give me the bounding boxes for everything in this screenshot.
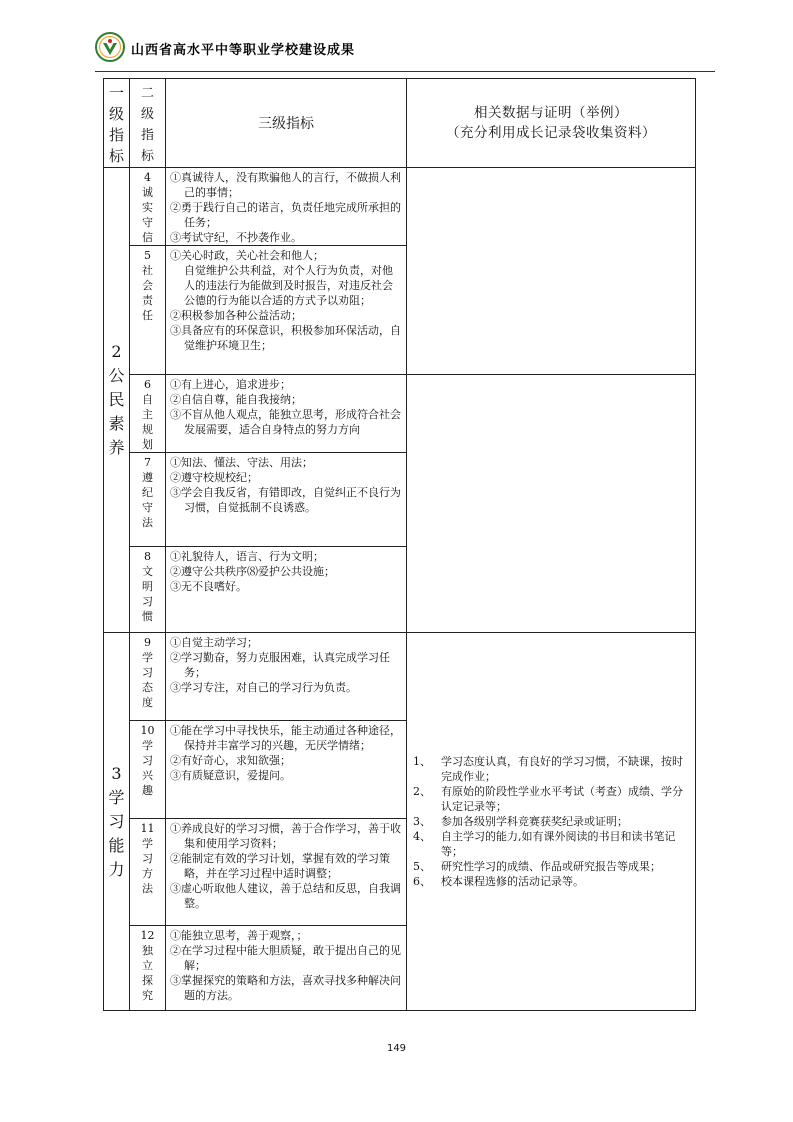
- school-emblem-icon: [95, 32, 125, 62]
- indicator-item: ①有上进心，追求进步；: [170, 378, 291, 391]
- indicator-item: ①知法、懂法、守法、用法；: [170, 456, 313, 469]
- evidence-item: [413, 784, 687, 814]
- header-divider: [95, 71, 715, 72]
- indicator-item: ①能在学习中寻找快乐，能主动通过各种途径，保持并丰富学习的兴趣，无厌学情绪；: [170, 724, 401, 752]
- header-level2: 二 级 指 标: [130, 79, 166, 168]
- indicator-item: ①礼貌待人，语言、行为文明；: [170, 550, 324, 563]
- level1-cell: 2 公 民 素 养: [104, 168, 130, 633]
- evidence-text: 研究性学习的成绩、作品或研究报告等成果；: [441, 860, 661, 873]
- level2-name: 文 明 习 惯: [142, 565, 153, 623]
- level3-cell: [166, 453, 407, 547]
- level2-number: 12: [140, 929, 155, 942]
- evidence-item: [413, 829, 687, 859]
- indicator-item: ③虚心听取他人建议，善于总结和反思，自我调整。: [170, 882, 401, 910]
- indicator-item: ③掌握探究的策略和方法，喜欢寻找多种解决问题的方法。: [170, 974, 401, 1002]
- indicator-item: ③不盲从他人观点，能独立思考，形成符合社会发展需要，适合自身特点的努力方向: [170, 408, 401, 436]
- evidence-item: [413, 814, 687, 829]
- level2-cell: [130, 246, 166, 375]
- indicator-item: ①能独立思考，善于观察，；: [170, 929, 308, 942]
- indicator-table: [103, 78, 696, 1011]
- evidence-item: [413, 859, 687, 874]
- level2-cell: [130, 453, 166, 547]
- header-level3: 三级指标: [166, 79, 407, 168]
- indicator-item: ②积极参加各种公益活动；: [170, 309, 302, 322]
- level3-cell: [166, 246, 407, 375]
- indicator-item: ①自觉主动学习；: [170, 636, 258, 649]
- indicator-item: ③学习专注，对自己的学习行为负责。: [170, 681, 357, 694]
- level2-cell: [130, 819, 166, 926]
- level3-cell: [166, 721, 407, 819]
- level2-name: 遵 纪 守 法: [142, 471, 153, 529]
- indicator-item: ②学习勤奋，努力克服困难，认真完成学习任务；: [170, 651, 390, 679]
- indicator-item: ②自信自尊，能自我接纳；: [170, 393, 302, 406]
- level2-number: 7: [144, 456, 151, 469]
- evidence-number: 1、: [413, 755, 431, 768]
- indicator-note: 自觉维护公共利益，对个人行为负责，对他人的违法行为能做到及时报告，对违反社会公德的行为能以合适的方式予以劝阻；: [184, 264, 393, 307]
- level2-cell: [130, 547, 166, 633]
- level2-cell: [130, 375, 166, 453]
- level2-name: 学 习 兴 趣: [142, 739, 153, 797]
- indicator-item: ③考试守纪，不抄袭作业。: [170, 231, 302, 244]
- level2-name: 自 主 规 划: [142, 393, 153, 451]
- indicator-item: ①关心时政，关心社会和他人；: [170, 249, 324, 262]
- indicator-item: ①真诚待人，没有欺骗他人的言行，不做损人利己的事情；: [170, 171, 401, 199]
- evidence-number: 5、: [413, 860, 431, 873]
- level2-name: 社 会 责 任: [142, 264, 153, 322]
- evidence-text: 自主学习的能力,如有课外阅读的书目和读书笔记等；: [441, 830, 676, 858]
- indicator-item: ③具备应有的环保意识，积极参加环保活动，自觉维护环境卫生；: [170, 324, 401, 352]
- level2-name: 学 习 态 度: [142, 651, 153, 709]
- page-header: [95, 32, 715, 72]
- evidence-number: 6、: [413, 875, 431, 888]
- indicator-item: ②能制定有效的学习计划，掌握有效的学习策略，并在学习过程中适时调整；: [170, 852, 390, 880]
- level2-cell: [130, 721, 166, 819]
- level2-number: 11: [140, 822, 155, 835]
- level2-name: 独 立 探 究: [142, 944, 153, 1002]
- level2-number: 9: [144, 636, 151, 649]
- level2-number: 6: [144, 378, 151, 391]
- level3-cell: [166, 547, 407, 633]
- indicator-item: ③无不良嗜好。: [170, 580, 247, 593]
- evidence-number: 3、: [413, 815, 431, 828]
- level3-cell: [166, 633, 407, 721]
- evidence-number: 2、: [413, 785, 431, 798]
- header-level1: 一 级 指 标: [104, 79, 130, 168]
- evidence-number: 4、: [413, 830, 431, 843]
- level2-name: 诚 实 守 信: [142, 186, 153, 244]
- evidence-text: 有原始的阶段性学业水平考试（考查）成绩、学分认定记录等；: [441, 785, 683, 813]
- header-evidence: [407, 79, 696, 168]
- level2-number: 8: [144, 550, 151, 563]
- header-row: [104, 79, 696, 168]
- level3-cell: [166, 375, 407, 453]
- evidence-text: 参加各级别学科竞赛获奖纪录或证明；: [441, 815, 628, 828]
- evidence-text: 校本课程选修的活动记录等。: [441, 875, 584, 888]
- level2-name: 学 习 方 法: [142, 837, 153, 895]
- level2-cell: [130, 926, 166, 1011]
- evidence-item: [413, 874, 687, 889]
- level3-cell: [166, 819, 407, 926]
- indicator-item: ②在学习过程中能大胆质疑，敢于提出自己的见解；: [170, 944, 401, 972]
- evidence-cell-learning: [407, 633, 696, 1011]
- level3-cell: [166, 168, 407, 246]
- evidence-cell-ethics: [407, 168, 696, 375]
- indicator-item: ②有好奇心，求知欲强；: [170, 754, 291, 767]
- level1-cell: 3 学 习 能 力: [104, 633, 130, 1011]
- evidence-text: 学习态度认真，有良好的学习习惯，不缺课，按时完成作业；: [441, 755, 683, 783]
- page-number: 149: [386, 1043, 407, 1054]
- level2-number: 5: [144, 249, 151, 262]
- level2-number: 10: [140, 724, 155, 737]
- indicator-item: ②遵守校规校纪；: [170, 471, 258, 484]
- evidence-item: [413, 754, 687, 784]
- indicator-item: ②勇于践行自己的诺言，负责任地完成所承担的任务；: [170, 201, 401, 229]
- table-row: [104, 633, 696, 721]
- header-title: 山西省高水平中等职业学校建设成果: [131, 43, 356, 58]
- indicator-item: ①养成良好的学习习惯，善于合作学习，善于收集和使用学习资料；: [170, 822, 401, 850]
- indicator-item: ③有质疑意识，爱提问。: [170, 769, 291, 782]
- header-evidence-line: （充分利用成长记录袋收集资料）: [446, 125, 656, 141]
- indicator-item: ③学会自我反省，有错即改，自觉纠正不良行为习惯，自觉抵制不良诱惑。: [170, 486, 401, 514]
- header-evidence-line: 相关数据与证明（举例）: [474, 105, 628, 121]
- table-row: [104, 168, 696, 246]
- level2-cell: [130, 168, 166, 246]
- level2-number: 4: [144, 171, 151, 184]
- level2-cell: [130, 633, 166, 721]
- level3-cell: [166, 926, 407, 1011]
- table-row: [104, 375, 696, 453]
- evidence-cell-citizenship: [407, 375, 696, 633]
- indicator-item: ②遵守公共秩序⑻爱护公共设施；: [170, 565, 335, 578]
